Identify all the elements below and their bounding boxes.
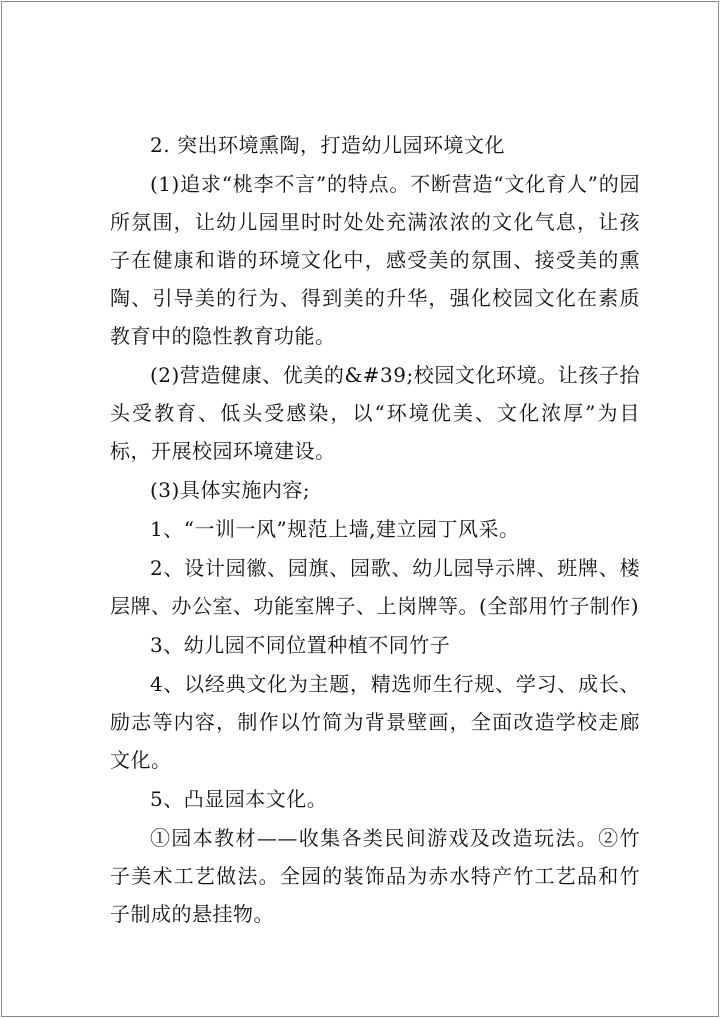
section-heading: 2. 突出环境熏陶，打造幼儿园环境文化 [150, 133, 505, 157]
paragraph: (1)追求“桃李不言”的特点。不断营造“文化育人”的园所氛围，让幼儿园里时时处处充满浓浓的文化气息，让孩子在健康和谐的环境文化中，感受美的氛围、接受美的熏陶、引导美的行为、得到美的升华，强化校园文化在素质教育中的隐性教育功能。 [110, 172, 640, 348]
list-item: 1、“一训一风”规范上墙,建立园丁风采。 [150, 517, 520, 541]
document-body [110, 126, 640, 934]
paragraph: (2)营造健康、优美的&#39;校园文化环境。让孩子抬头受教育、低头受感染，以“环境优美、文化浓厚”为目标，开展校园环境建设。 [110, 363, 640, 463]
list-item: 2、设计园徽、园旗、园歌、幼儿园导示牌、班牌、楼层牌、办公室、功能室牌子、上岗牌等。(全部用竹子制作) [110, 556, 640, 618]
paragraph: ①园本教材——收集各类民间游戏及改造玩法。②竹子美术工艺做法。全园的装饰品为赤水特产竹工艺品和竹子制成的悬挂物。 [110, 826, 640, 926]
list-item: 4、以经典文化为主题，精选师生行规、学习、成长、励志等内容，制作以竹简为背景壁画，全面改造学校走廊文化。 [110, 672, 640, 772]
list-item: 5、凸显园本文化。 [150, 787, 328, 811]
paragraph: (3)具体实施内容; [150, 478, 311, 502]
list-item: 3、幼儿园不同位置种植不同竹子 [150, 633, 451, 657]
